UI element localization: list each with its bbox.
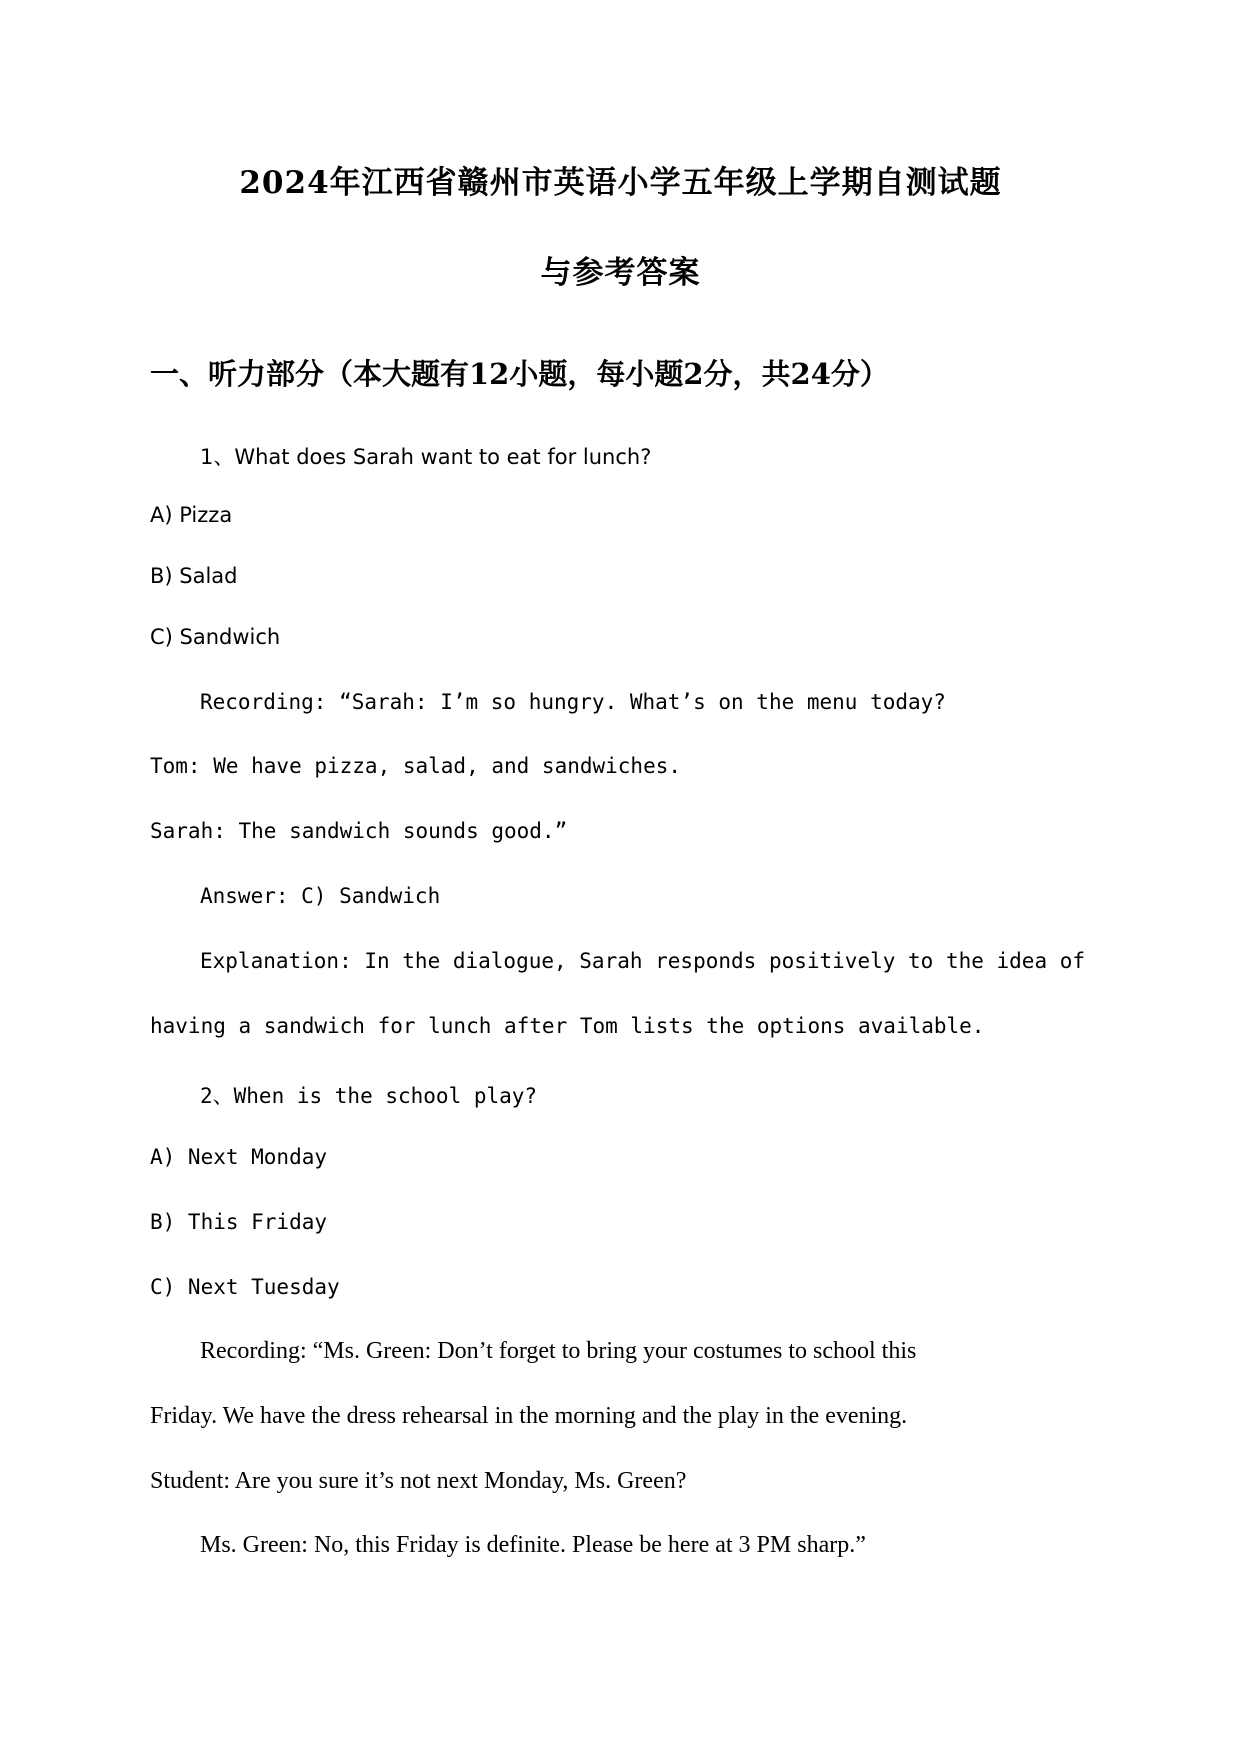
q1-option-b: B) Salad	[150, 564, 238, 588]
q2-recording-line1: Recording: “Ms. Green: Don’t forget to bring your costumes to school this	[200, 1338, 917, 1364]
q2-option-a: A) Next Monday	[150, 1145, 328, 1169]
q2-option-b: B) This Friday	[150, 1210, 328, 1234]
q1-answer: Answer: C) Sandwich	[200, 884, 441, 908]
q2-option-c: C) Next Tuesday	[150, 1275, 340, 1299]
q1-option-c: C) Sandwich	[150, 625, 281, 649]
q2-recording-line4: Ms. Green: No, this Friday is definite. Please be here at 3 PM sharp.”	[200, 1532, 866, 1558]
q2-recording-line3: Student: Are you sure it’s not next Monday, Ms. Green?	[150, 1468, 687, 1494]
q1-option-a: A) Pizza	[150, 503, 233, 527]
question-1-text: 1、What does Sarah want to eat for lunch?	[200, 445, 652, 469]
q1-explanation-line1: Explanation: In the dialogue, Sarah responds positively to the idea of	[200, 949, 1086, 973]
q1-recording-line3: Sarah: The sandwich sounds good.”	[150, 819, 568, 843]
document-title-line1: 2024年江西省赣州市英语小学五年级上学期自测试题	[239, 165, 1002, 201]
q1-explanation-line2: having a sandwich for lunch after Tom lists the options available.	[150, 1014, 985, 1038]
q1-recording-line2: Tom: We have pizza, salad, and sandwiches.	[150, 754, 682, 778]
q1-recording-line1: Recording: “Sarah: I’m so hungry. What’s on the menu today?	[200, 690, 946, 714]
q2-recording-line2: Friday. We have the dress rehearsal in the morning and the play in the evening.	[150, 1403, 908, 1429]
section-heading-listening: 一、听力部分（本大题有12小题，每小题2分，共24分）	[150, 357, 889, 391]
document-title-line2: 与参考答案	[540, 255, 701, 291]
question-2-text: 2、When is the school play?	[200, 1084, 538, 1108]
